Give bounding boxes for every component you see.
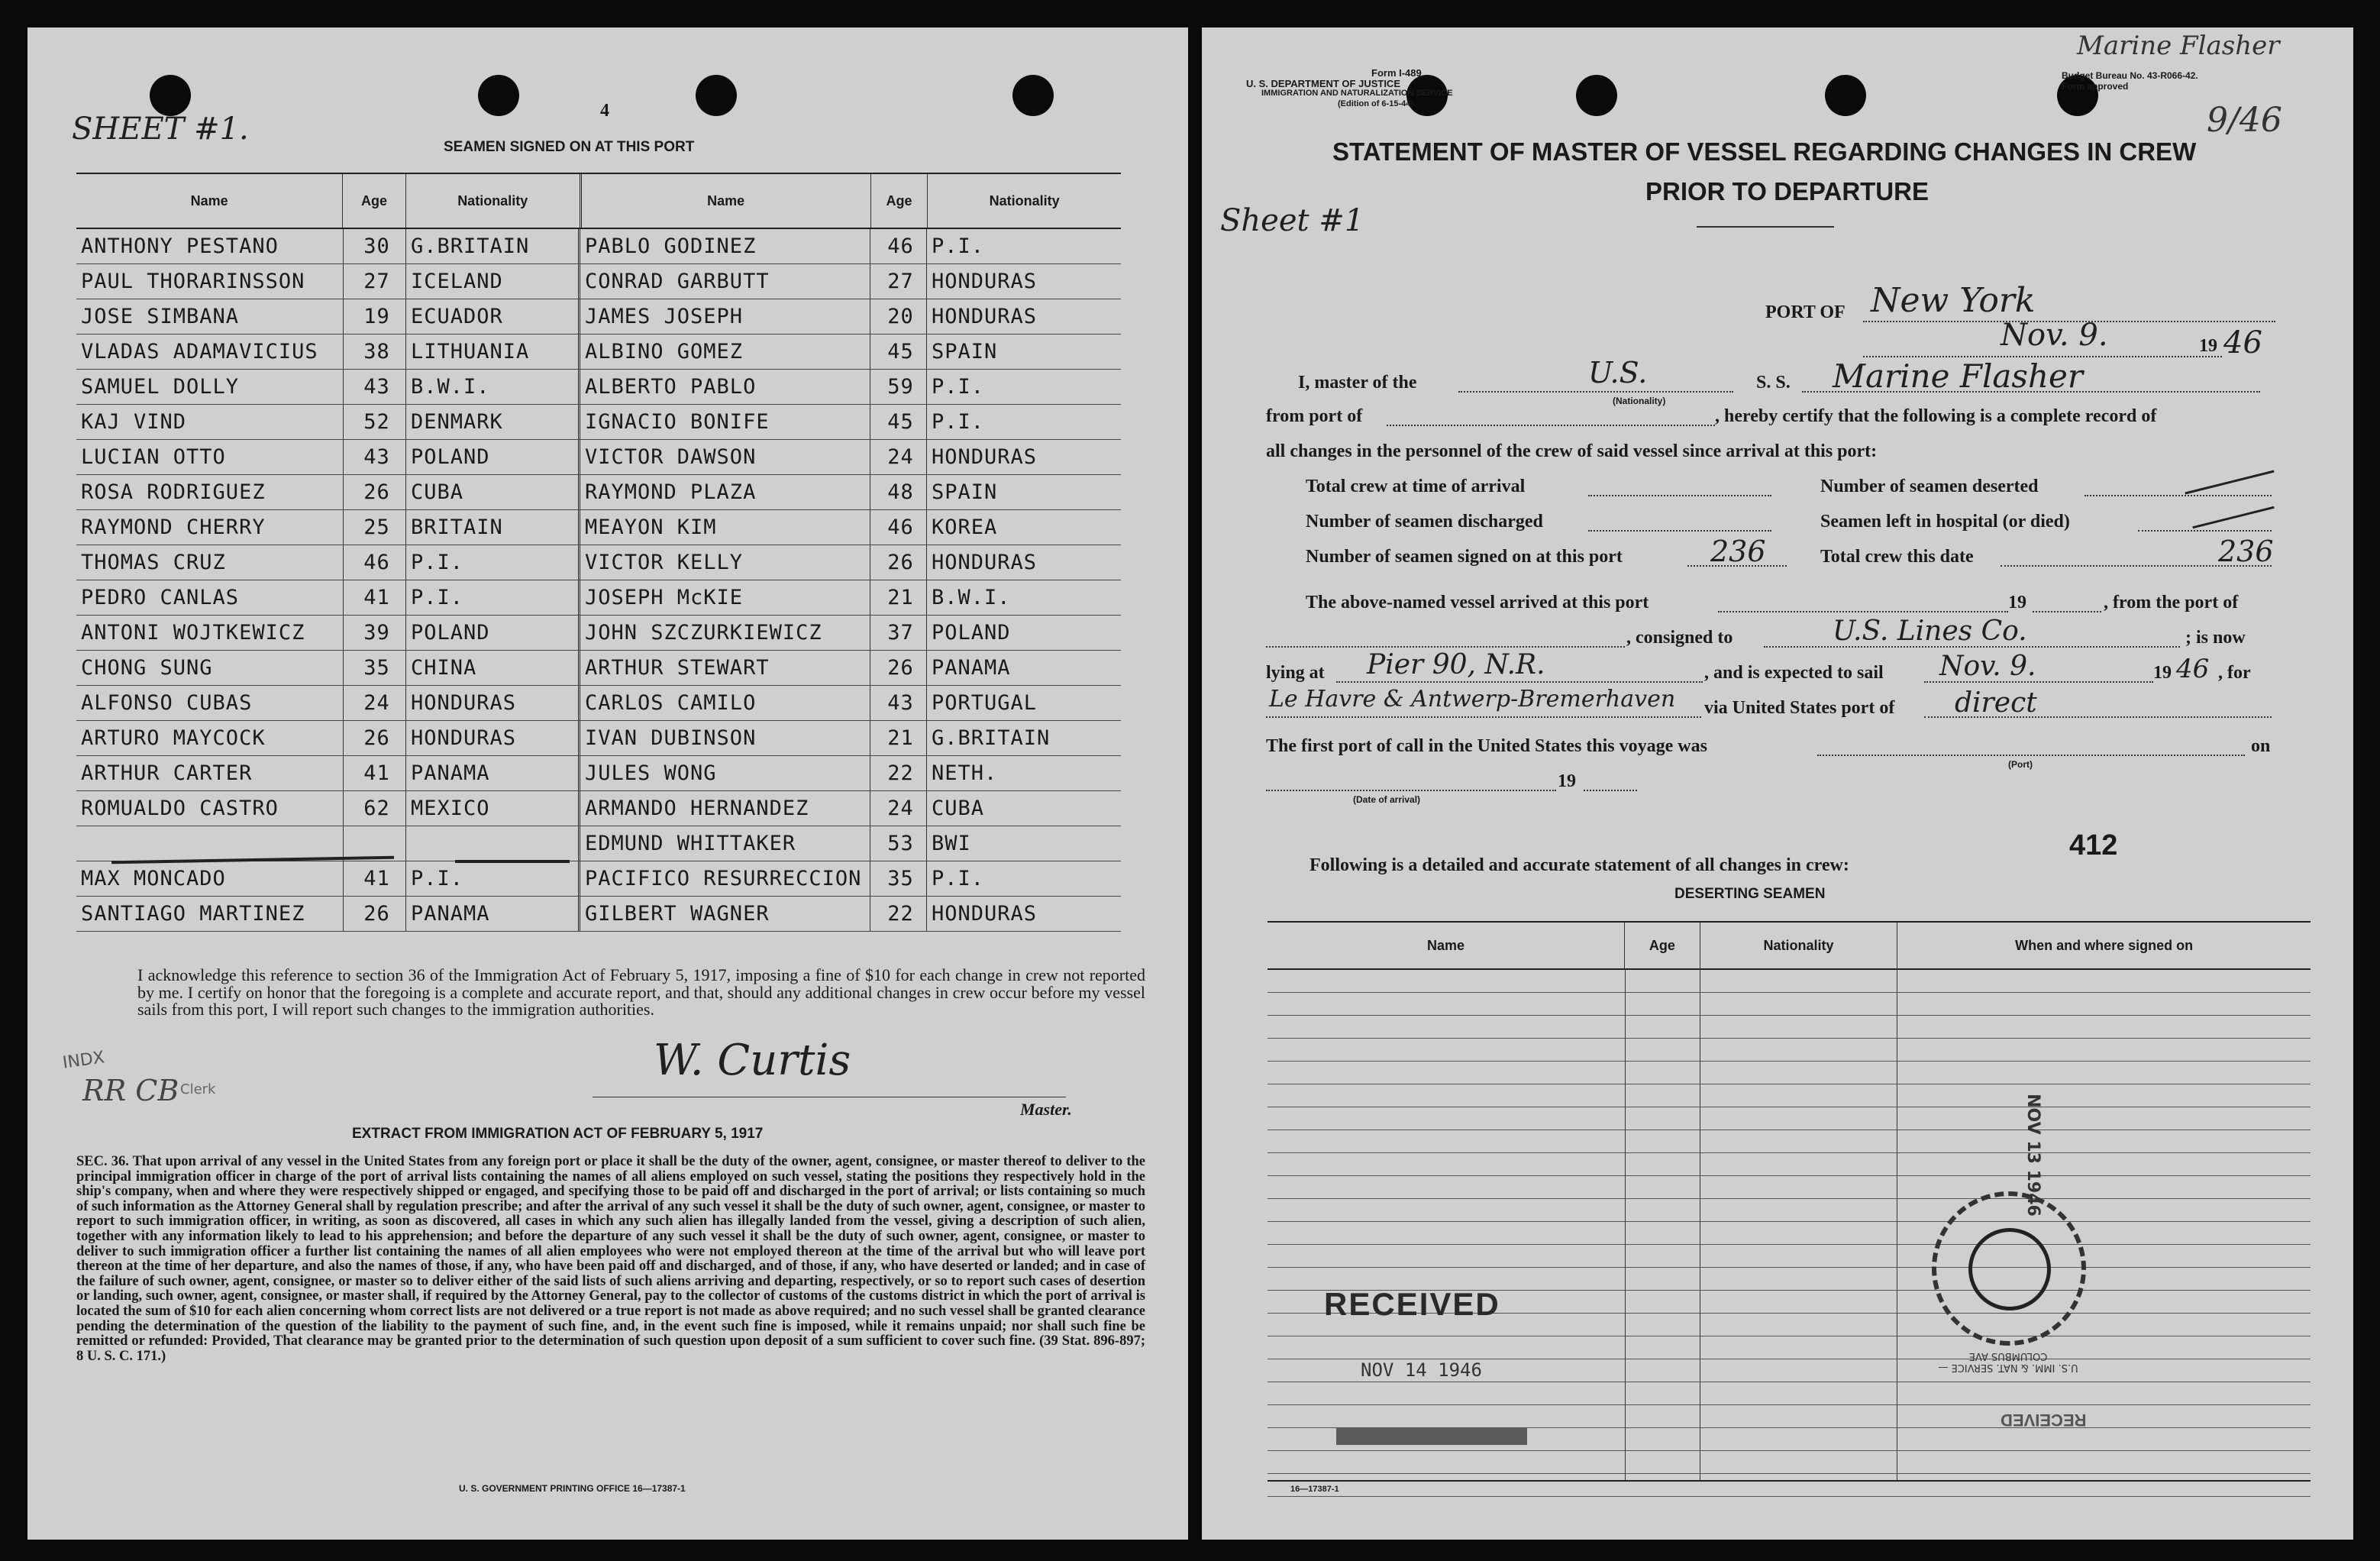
cell-nationality: BRITAIN xyxy=(406,510,580,545)
cell-age-2: 53 xyxy=(870,826,927,861)
cell-age-2: 26 xyxy=(870,651,927,685)
cell-name: SANTIAGO MARTINEZ xyxy=(76,897,344,931)
cell-age: 35 xyxy=(344,651,406,685)
edition: (Edition of 6-15-44) xyxy=(1338,99,1414,108)
table-row xyxy=(76,510,1121,545)
table-row xyxy=(76,721,1121,756)
hospital-line xyxy=(2138,530,2272,532)
table-row xyxy=(76,229,1121,264)
desert-col-name: Name xyxy=(1268,923,1625,968)
blank-row xyxy=(1268,1336,2311,1359)
from-port-of-label: , from the port of xyxy=(2104,593,2239,612)
corner-vessel-note: Marine Flasher xyxy=(2077,31,2280,61)
cell-name: THOMAS CRUZ xyxy=(76,545,344,580)
table-title: SEAMEN SIGNED ON AT THIS PORT xyxy=(444,139,695,155)
hospital-label: Seamen left in hospital (or died) xyxy=(1820,512,2070,532)
cell-age-2: 48 xyxy=(870,475,927,509)
cell-nationality xyxy=(406,826,580,861)
col-name-2: Name xyxy=(582,174,871,228)
cell-name-2: ALBINO GOMEZ xyxy=(580,334,870,369)
table-row xyxy=(76,545,1121,580)
cell-nationality-2: P.I. xyxy=(932,375,985,399)
cell-name-2: CARLOS CAMILO xyxy=(580,686,870,720)
cell-nationality-2: SPAIN xyxy=(932,340,998,364)
cell-age-2: 45 xyxy=(870,405,927,439)
cell-age: 52 xyxy=(344,405,406,439)
col-age-2: Age xyxy=(871,174,928,228)
deserting-title: DESERTING SEAMEN xyxy=(1674,886,1826,902)
cell-nationality-2: HONDURAS xyxy=(932,902,1038,926)
cell-name-2: JAMES JOSEPH xyxy=(580,299,870,334)
cell-age-2: 24 xyxy=(870,791,927,826)
cell-nationality-2: PANAMA xyxy=(932,656,1011,680)
cell-nationality-2: CUBA xyxy=(932,797,985,820)
blank-row xyxy=(1268,1153,2311,1176)
deserting-lines xyxy=(1268,970,2311,1497)
master-of-label: I, master of the xyxy=(1298,373,1417,393)
cell-name-2: PACIFICO RESURRECCION xyxy=(580,861,870,896)
cell-age: 25 xyxy=(344,510,406,545)
cell-nationality: HONDURAS xyxy=(406,686,580,720)
signed-on-label: Number of seamen signed on at this port xyxy=(1306,547,1623,567)
punch-hole xyxy=(478,75,519,116)
cell-nationality-2: P.I. xyxy=(932,234,985,258)
cell-age-2: 46 xyxy=(870,229,927,263)
punch-hole xyxy=(1825,75,1866,116)
from-port-line xyxy=(1387,425,1715,426)
cell-age: 46 xyxy=(344,545,406,580)
title-rule xyxy=(1697,226,1834,228)
nationality-line xyxy=(1458,391,1733,393)
punch-hole xyxy=(1576,75,1617,116)
cell-nationality-2: PORTUGAL xyxy=(932,691,1038,715)
blank-row xyxy=(1268,993,2311,1016)
table-row xyxy=(76,405,1121,440)
year-prefix: 19 xyxy=(2199,336,2217,356)
table-row xyxy=(76,861,1121,897)
cell-age-2: 27 xyxy=(870,264,927,299)
blank-row xyxy=(1268,1130,2311,1153)
table-row xyxy=(76,897,1121,932)
blank-row xyxy=(1268,1245,2311,1268)
via-label: via United States port of xyxy=(1704,698,1895,718)
deserted-label: Number of seamen deserted xyxy=(1820,477,2039,496)
cell-nationality: B.W.I. xyxy=(406,370,580,404)
blank-row xyxy=(1268,1474,2311,1497)
total-crew-arrival-line xyxy=(1588,495,1771,496)
cell-nationality: POLAND xyxy=(406,616,580,650)
cell-age-2: 22 xyxy=(870,897,927,931)
year-value: 46 xyxy=(2223,325,2262,360)
cell-nationality-2: NETH. xyxy=(932,761,998,785)
cell-age: 24 xyxy=(344,686,406,720)
table-row xyxy=(76,299,1121,334)
cell-name: SAMUEL DOLLY xyxy=(76,370,344,404)
table-row xyxy=(76,686,1121,721)
cell-name: PAUL THORARINSSON xyxy=(76,264,344,299)
blank-row xyxy=(1268,1107,2311,1130)
cell-name-2: EDMUND WHITTAKER xyxy=(580,826,870,861)
total-crew-arrival-label: Total crew at time of arrival xyxy=(1306,477,1526,496)
via-value: direct xyxy=(1955,687,2037,719)
blank-row xyxy=(1268,1451,2311,1474)
cell-name: ANTHONY PESTANO xyxy=(76,229,344,263)
destination-value: Le Havre & Antwerp-Bremerhaven xyxy=(1269,686,1676,713)
blank-row xyxy=(1268,1199,2311,1222)
cell-nationality-2: P.I. xyxy=(932,867,985,890)
cell-age: 41 xyxy=(344,756,406,790)
cell-name: LUCIAN OTTO xyxy=(76,440,344,474)
cell-name-2: IVAN DUBINSON xyxy=(580,721,870,755)
is-now: ; is now xyxy=(2185,628,2246,648)
col-name: Name xyxy=(76,174,343,228)
cell-name-2: JOSEPH McKIE xyxy=(580,580,870,615)
cell-age-2: 21 xyxy=(870,721,927,755)
on-label: on xyxy=(2251,736,2271,756)
cell-name-2: GILBERT WAGNER xyxy=(580,897,870,931)
port-caption: (Port) xyxy=(2008,759,2033,770)
service: IMMIGRATION AND NATURALIZATION SERVICE xyxy=(1261,89,1453,98)
cell-nationality: CUBA xyxy=(406,475,580,509)
punch-hole xyxy=(696,75,737,116)
cell-nationality-2: P.I. xyxy=(932,410,985,434)
blank-row xyxy=(1268,1039,2311,1062)
received-stamp: RECEIVED xyxy=(1324,1286,1500,1322)
desert-col-age: Age xyxy=(1625,923,1700,968)
margin-initials: RR CB xyxy=(82,1074,179,1107)
cell-name: ALFONSO CUBAS xyxy=(76,686,344,720)
round-date-stamp xyxy=(1932,1191,2086,1346)
first-port-line xyxy=(1817,755,2245,756)
cell-name-2: MEAYON KIM xyxy=(580,510,870,545)
table-row xyxy=(76,264,1121,299)
vessel-name: Marine Flasher xyxy=(1833,357,2083,395)
total-crew-date-label: Total crew this date xyxy=(1820,547,1974,567)
cell-age-2: 26 xyxy=(870,545,927,580)
cell-nationality: PANAMA xyxy=(406,756,580,790)
cell-age: 27 xyxy=(344,264,406,299)
signed-on-value: 236 xyxy=(1710,535,1766,568)
form-code: 16—17387-1 xyxy=(1290,1485,1339,1494)
corner-date-note: 9/46 xyxy=(2207,101,2282,140)
cell-age: 41 xyxy=(344,861,406,896)
strike-through xyxy=(455,860,570,863)
blank-row xyxy=(1268,1062,2311,1084)
table-body xyxy=(76,229,1121,932)
cell-name-2: RAYMOND PLAZA xyxy=(580,475,870,509)
arrived-line xyxy=(1718,611,2008,612)
date-arrival-caption: (Date of arrival) xyxy=(1353,794,1421,805)
col-nationality: Nationality xyxy=(406,174,582,228)
cell-age-2: 59 xyxy=(870,370,927,404)
arrived-year-prefix: 19 xyxy=(2008,593,2026,612)
stamp-number: 412 xyxy=(2069,829,2118,861)
lying-at-label: lying at xyxy=(1266,663,1325,683)
cell-age: 26 xyxy=(344,897,406,931)
cell-nationality: HONDURAS xyxy=(406,721,580,755)
sheet-label-right: Sheet #1 xyxy=(1220,203,1364,238)
cell-age-2: 46 xyxy=(870,510,927,545)
expected-label: , and is expected to sail xyxy=(1704,663,1884,683)
arrived-label: The above-named vessel arrived at this port xyxy=(1306,593,1649,612)
cell-nationality-2: HONDURAS xyxy=(932,270,1038,293)
left-page xyxy=(27,27,1188,1540)
sail-year-value: 46 xyxy=(2176,654,2210,684)
table-header xyxy=(76,173,1121,229)
date-arrival-line xyxy=(1266,790,1556,791)
cell-age: 26 xyxy=(344,721,406,755)
cell-age: 26 xyxy=(344,475,406,509)
cell-age: 43 xyxy=(344,440,406,474)
cell-nationality: PANAMA xyxy=(406,897,580,931)
port-value: New York xyxy=(1871,281,2036,320)
blank-row xyxy=(1268,1382,2311,1405)
for-label: , for xyxy=(2218,663,2251,683)
master-signature: W. Curtis xyxy=(654,1036,851,1085)
nationality-caption: (Nationality) xyxy=(1613,396,1666,406)
certify-text: , hereby certify that the following is a complete record of xyxy=(1715,406,2157,426)
cell-age: 43 xyxy=(344,370,406,404)
extract-text: SEC. 36. That upon arrival of any vessel in the United States from any foreign port or place it shall be the duty of the owner, agent, consignee, or master thereof to deliver to the principal immigration officer in charge of the port of arrival lists containing the names of all aliens employed on such vessel, stating the positions they respectively hold in the ship's company, when and where they were respectively shipped or engaged, and specifying those to be paid off and discharged in the port of arrival; or lists containing so much of such information as the Attorney General shall by regulation prescribe; and after the arrival of any such vessel it shall be the duty of such owner, agent, consignee, or master to report to such immigration officer, in writing, as soon as discovered, all cases in which any such alien has illegally landed from the vessel, giving a description of such alien, together with any information likely to lead to his apprehension; and before the departure of any such vessel it shall be the duty of such owner, agent, consignee, or master to deliver to such immigration officer a further list containing the names of all alien employees who were not employed thereon at the time of the arrival but who will leave port thereon at the time of her departure, and also the names of those, if any, who have been paid off and discharged, and of those, if any, who have deserted or landed; and in case of the failure of such owner, agent, consignee, or master so to deliver either of the said lists of such aliens arriving and departing, respectively, or so to report such cases of desertion or landing, such owner, agent, consignee, or master shall, if required by the Attorney General, pay to the collector of customs of the customs district in which the port of arrival is located the sum of $10 for each alien concerning whom correct lists are not delivered or a true report is not made as above required; and no such vessel shall be granted clearance pending the determination of the question of the liability to the payment of such fine, and, in the event such fine is imposed, while it remains unpaid; nor shall such fine be remitted or refunded: Provided, That clearance may be granted prior to the determination of such question upon deposit of a sum sufficient to cover such fine. (39 Stat. 896-897; 8 U. S. C. 171.) xyxy=(76,1154,1145,1364)
table-row xyxy=(76,475,1121,510)
form-number: Form I-489 xyxy=(1371,67,1422,79)
cell-age-2: 21 xyxy=(870,580,927,615)
department: U. S. DEPARTMENT OF JUSTICE xyxy=(1246,78,1400,89)
cell-nationality-2: B.W.I. xyxy=(932,586,1011,609)
cell-nationality-2: POLAND xyxy=(932,621,1011,645)
blank-row xyxy=(1268,1405,2311,1428)
cell-nationality: CHINA xyxy=(406,651,580,685)
cell-name-2: VICTOR KELLY xyxy=(580,545,870,580)
table-row xyxy=(76,370,1121,405)
date-value: Nov. 9. xyxy=(2001,318,2108,353)
cell-nationality: LITHUANIA xyxy=(406,334,580,369)
cell-nationality-2: SPAIN xyxy=(932,480,998,504)
form-subtitle: PRIOR TO DEPARTURE xyxy=(1645,177,1929,205)
discharged-line xyxy=(1588,530,1771,532)
cell-name-2: VICTOR DAWSON xyxy=(580,440,870,474)
cell-age: 62 xyxy=(344,791,406,826)
lying-at-line xyxy=(1336,681,1703,683)
cell-nationality: DENMARK xyxy=(406,405,580,439)
round-stamp-date: NOV 13 1946 xyxy=(2023,1094,2043,1217)
sail-year-prefix: 19 xyxy=(2153,663,2172,683)
cell-name: CHONG SUNG xyxy=(76,651,344,685)
arrival-year-line xyxy=(1584,790,1637,791)
ss-label: S. S. xyxy=(1756,373,1791,393)
master-label: Master. xyxy=(1020,1100,1072,1119)
extract-title: EXTRACT FROM IMMIGRATION ACT OF FEBRUARY 5, 1917 xyxy=(352,1126,764,1142)
cell-nationality: G.BRITAIN xyxy=(406,229,580,263)
budget-bureau: Budget Bureau No. 43-R066-42. xyxy=(2062,70,2198,81)
cell-name: ARTURO MAYCOCK xyxy=(76,721,344,755)
cell-age: 30 xyxy=(344,229,406,263)
lying-at-value: Pier 90, N.R. xyxy=(1367,649,1545,680)
seamen-table xyxy=(76,173,1121,932)
cell-nationality: P.I. xyxy=(406,545,580,580)
cell-age-2: 24 xyxy=(870,440,927,474)
desert-col-nationality: Nationality xyxy=(1700,923,1897,968)
destination-line xyxy=(1266,716,1701,718)
from-port-label: from port of xyxy=(1266,406,1363,426)
table-row xyxy=(76,826,1121,861)
cell-name: ARTHUR CARTER xyxy=(76,756,344,790)
sheet-label: SHEET #1. xyxy=(72,112,249,147)
deserting-header xyxy=(1268,923,2311,970)
cell-age-2: 43 xyxy=(870,686,927,720)
blank-row xyxy=(1268,1222,2311,1245)
cell-name-2: ARTHUR STEWART xyxy=(580,651,870,685)
discharged-label: Number of seamen discharged xyxy=(1306,512,1543,532)
deserted-line xyxy=(2085,495,2272,496)
clerk-stamp: Clerk xyxy=(180,1081,216,1097)
blank-row xyxy=(1268,970,2311,993)
indx-stamp: INDX xyxy=(61,1048,106,1073)
blank-row xyxy=(1268,1176,2311,1199)
all-changes-text: all changes in the personnel of the crew of said vessel since arrival at this port: xyxy=(1266,441,1878,461)
col-nationality-2: Nationality xyxy=(989,192,1060,208)
round-stamp-text: U.S. IMM. & NAT. SERVICE — COLUMBUS AVE xyxy=(1938,1350,2078,1373)
port-label: PORT OF xyxy=(1765,302,1846,322)
cell-age: 41 xyxy=(344,580,406,615)
cell-name: RAYMOND CHERRY xyxy=(76,510,344,545)
cell-nationality-2: KOREA xyxy=(932,515,998,539)
blank-row xyxy=(1268,1016,2311,1039)
col-age: Age xyxy=(343,174,406,228)
cell-nationality-2: HONDURAS xyxy=(932,445,1038,469)
cell-name-2: IGNACIO BONIFE xyxy=(580,405,870,439)
received-date: NOV 14 1946 xyxy=(1361,1359,1482,1381)
cell-name: ROSA RODRIGUEZ xyxy=(76,475,344,509)
cell-name: VLADAS ADAMAVICIUS xyxy=(76,334,344,369)
cell-nationality: ECUADOR xyxy=(406,299,580,334)
cell-nationality: P.I. xyxy=(406,861,580,896)
cell-nationality-2: BWI xyxy=(932,832,971,855)
cell-name: MAX MONCADO xyxy=(76,861,344,896)
table-row xyxy=(76,580,1121,616)
smudged-stamp xyxy=(1336,1428,1527,1445)
punch-hole xyxy=(1012,75,1054,116)
cell-age-2: 37 xyxy=(870,616,927,650)
arrival-year-prefix: 19 xyxy=(1558,771,1576,791)
cell-age-2: 22 xyxy=(870,756,927,790)
cell-name xyxy=(76,826,344,861)
sail-date-value: Nov. 9. xyxy=(1939,651,2036,682)
cell-nationality: ICELAND xyxy=(406,264,580,299)
table-row xyxy=(76,334,1121,370)
cell-nationality-2: G.BRITAIN xyxy=(932,726,1051,750)
cell-age-2: 45 xyxy=(870,334,927,369)
upside-down-received: RECEIVED xyxy=(2001,1411,2087,1430)
cell-name: ANTONI WOJTKEWICZ xyxy=(76,616,344,650)
consigned-label: , consigned to xyxy=(1626,628,1733,648)
cell-age-2: 20 xyxy=(870,299,927,334)
table-row xyxy=(76,440,1121,475)
form-approved: Form approved xyxy=(2062,81,2129,92)
cell-name-2: ALBERTO PABLO xyxy=(580,370,870,404)
cell-age: 39 xyxy=(344,616,406,650)
cell-name: JOSE SIMBANA xyxy=(76,299,344,334)
table-row xyxy=(76,756,1121,791)
total-crew-date-value: 236 xyxy=(2218,535,2274,568)
cell-nationality-2: HONDURAS xyxy=(932,551,1038,574)
cell-name: PEDRO CANLAS xyxy=(76,580,344,615)
cell-name-2: JOHN SZCZURKIEWICZ xyxy=(580,616,870,650)
cell-nationality: MEXICO xyxy=(406,791,580,826)
cell-nationality: POLAND xyxy=(406,440,580,474)
blank-row xyxy=(1268,1084,2311,1107)
cell-age-2: 35 xyxy=(870,861,927,896)
cell-name-2: CONRAD GARBUTT xyxy=(580,264,870,299)
origin-port-line xyxy=(1266,646,1625,648)
col-divider xyxy=(1625,968,1626,1480)
page-number: 4 xyxy=(600,101,609,121)
cell-name-2: ARMANDO HERNANDEZ xyxy=(580,791,870,826)
table-row xyxy=(76,791,1121,826)
cell-nationality-2: HONDURAS xyxy=(932,305,1038,328)
first-port-label: The first port of call in the United States this voyage was xyxy=(1266,736,1707,756)
printing-office: U. S. GOVERNMENT PRINTING OFFICE 16—17387-1 xyxy=(459,1483,686,1494)
desert-col-signed-on: When and where signed on xyxy=(2015,937,2194,953)
following-text: Following is a detailed and accurate statement of all changes in crew: xyxy=(1309,855,1849,875)
cell-name-2: PABLO GODINEZ xyxy=(580,229,870,263)
acknowledgement-text: I acknowledge this reference to section 36 of the Immigration Act of February 5, 1917, imposing a fine of $10 for each change in crew not reported by me. I certify on honor that the foregoing is a complete and accurate report, and that, should any additional changes in crew occur before my vessel sails from this port, I will report such changes to the immigration authorities. xyxy=(137,965,1145,1019)
punch-hole xyxy=(150,75,191,116)
nationality-value: U.S. xyxy=(1588,356,1648,389)
cell-age: 38 xyxy=(344,334,406,369)
deserting-table xyxy=(1268,921,2311,1482)
cell-age: 19 xyxy=(344,299,406,334)
cell-name-2: JULES WONG xyxy=(580,756,870,790)
table-row xyxy=(76,616,1121,651)
form-title: STATEMENT OF MASTER OF VESSEL REGARDING CHANGES IN CREW xyxy=(1332,137,2197,166)
cell-name: ROMUALDO CASTRO xyxy=(76,791,344,826)
consignee-value: U.S. Lines Co. xyxy=(1833,616,2027,647)
cell-nationality: P.I. xyxy=(406,580,580,615)
cell-name: KAJ VIND xyxy=(76,405,344,439)
table-row xyxy=(76,651,1121,686)
arrived-year-line xyxy=(2033,611,2101,612)
